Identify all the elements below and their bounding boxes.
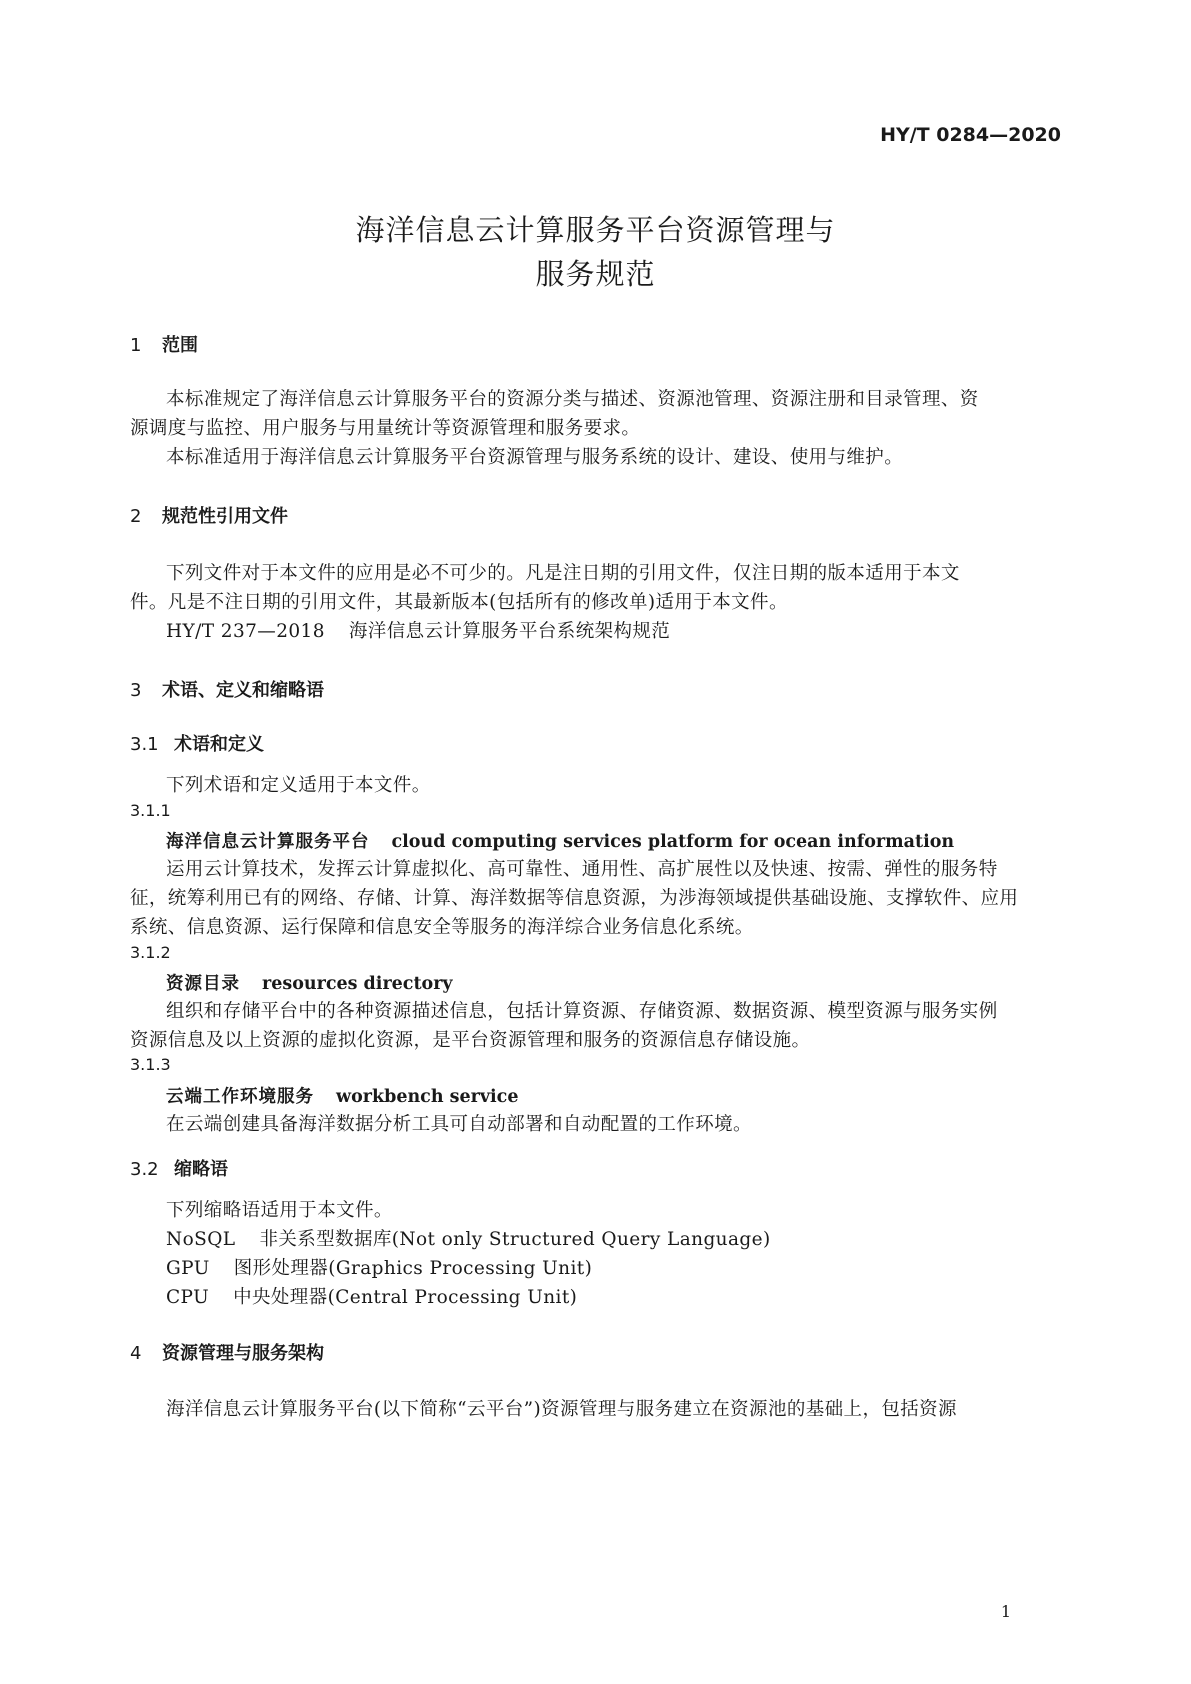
- section-3-heading: [130, 676, 324, 702]
- term-heading: [166, 1083, 518, 1108]
- subsection-3-2-heading: [130, 1155, 228, 1181]
- paragraph-line: 下列缩略语适用于本文件。: [166, 1200, 393, 1221]
- document-title-line1: 海洋信息云计算服务平台资源管理与: [355, 213, 836, 247]
- section-1-heading: [130, 331, 198, 357]
- reference-code: HY/T 237—2018: [166, 621, 325, 642]
- abbreviation-code: CPU: [166, 1287, 210, 1308]
- definition-line: 运用云计算技术，发挥云计算虚拟化、高可靠性、通用性、高扩展性以及快速、按需、弹性的服务特: [166, 859, 998, 880]
- abbreviation-item: [166, 1254, 592, 1280]
- section-number: 1: [130, 335, 142, 356]
- subsection-title: 缩略语: [174, 1159, 228, 1180]
- subsection-3-1-heading: [130, 730, 264, 756]
- paragraph-line: 下列术语和定义适用于本文件。: [166, 775, 431, 796]
- section-4-heading: [130, 1339, 324, 1365]
- reference-title: 海洋信息云计算服务平台系统架构规范: [348, 621, 671, 642]
- term-zh: 资源目录: [166, 974, 240, 994]
- term-number: 3.1.1: [130, 801, 171, 820]
- definition-line: 在云端创建具备海洋数据分析工具可自动部署和自动配置的工作环境。: [166, 1114, 752, 1135]
- abbreviation-code: NoSQL: [166, 1229, 236, 1250]
- term-heading: [166, 828, 954, 853]
- paragraph-line: 下列文件对于本文件的应用是必不可少的。凡是注日期的引用文件，仅注日期的版本适用于本文: [166, 563, 960, 584]
- paragraph-line: 海洋信息云计算服务平台(以下简称“云平台”)资源管理与服务建立在资源池的基础上，包括资源: [166, 1399, 957, 1420]
- document-number: HY/T 0284—2020: [880, 124, 1061, 146]
- section-number: 3: [130, 680, 142, 701]
- term-en: cloud computing services platform for ocean information: [391, 832, 955, 852]
- paragraph-line: 本标准规定了海洋信息云计算服务平台的资源分类与描述、资源池管理、资源注册和目录管理、资: [166, 389, 979, 410]
- abbreviation-desc: 中央处理器(Central Processing Unit): [233, 1287, 578, 1308]
- section-title: 术语、定义和缩略语: [162, 680, 324, 701]
- page-number: 1: [1000, 1602, 1011, 1621]
- term-heading: [166, 970, 453, 995]
- abbreviation-item: [166, 1225, 771, 1251]
- definition-line: 系统、信息资源、运行保障和信息安全等服务的海洋综合业务信息化系统。: [130, 917, 754, 938]
- abbreviation-item: [166, 1283, 577, 1309]
- subsection-title: 术语和定义: [174, 734, 264, 755]
- section-title: 资源管理与服务架构: [162, 1343, 324, 1364]
- term-number: 3.1.3: [130, 1055, 171, 1074]
- definition-line: 资源信息及以上资源的虚拟化资源，是平台资源管理和服务的资源信息存储设施。: [130, 1030, 811, 1051]
- section-title: 范围: [162, 335, 198, 356]
- definition-line: 征，统筹利用已有的网络、存储、计算、海洋数据等信息资源，为涉海领域提供基础设施、支撑软件、应用: [130, 888, 1019, 909]
- paragraph-line: 本标准适用于海洋信息云计算服务平台资源管理与服务系统的设计、建设、使用与维护。: [166, 447, 904, 468]
- paragraph-line: 件。凡是不注日期的引用文件，其最新版本(包括所有的修改单)适用于本文件。: [130, 592, 788, 613]
- abbreviation-desc: 非关系型数据库(Not only Structured Query Language): [259, 1229, 771, 1250]
- section-2-heading: [130, 502, 288, 528]
- subsection-number: 3.1: [130, 734, 159, 755]
- subsection-number: 3.2: [130, 1159, 159, 1180]
- definition-line: 组织和存储平台中的各种资源描述信息，包括计算资源、存储资源、数据资源、模型资源与服务实例: [166, 1001, 998, 1022]
- term-number: 3.1.2: [130, 943, 171, 962]
- term-zh: 海洋信息云计算服务平台: [166, 832, 370, 852]
- abbreviation-code: GPU: [166, 1258, 210, 1279]
- term-en: workbench service: [336, 1087, 519, 1107]
- section-number: 4: [130, 1343, 142, 1364]
- section-title: 规范性引用文件: [162, 506, 288, 527]
- term-en: resources directory: [262, 974, 453, 994]
- document-title-line2: 服务规范: [535, 257, 656, 291]
- section-number: 2: [130, 506, 142, 527]
- abbreviation-desc: 图形处理器(Graphics Processing Unit): [233, 1258, 593, 1279]
- normative-reference: [166, 617, 670, 643]
- paragraph-line: 源调度与监控、用户服务与用量统计等资源管理和服务要求。: [130, 418, 641, 439]
- term-zh: 云端工作环境服务: [166, 1087, 314, 1107]
